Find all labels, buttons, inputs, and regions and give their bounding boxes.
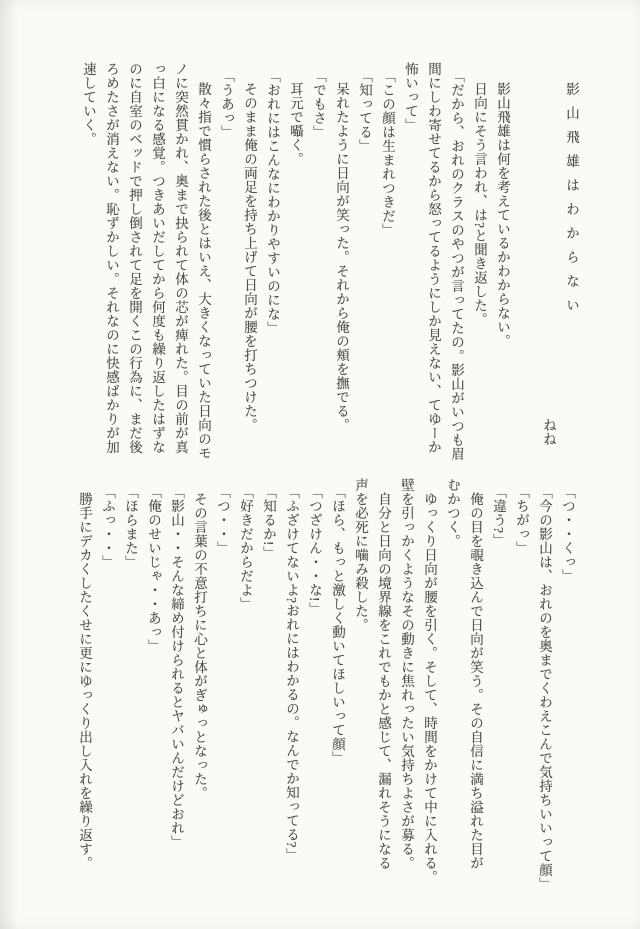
text-column: 「おれにはこんなにわかりやすいのにな」 — [265, 69, 280, 335]
text-column: 勝手にデカくしたくせに更にゆっくり出し入れを繰り返す。 — [77, 492, 92, 870]
text-column: 耳元で囁く。 — [288, 82, 303, 166]
text-column: っ白になる感覚。つきあいだしてから何度も繰り返したはずな — [150, 62, 165, 454]
text-column: 自分と日向の境界線をこれでもかと感じて、漏れそうになる — [376, 492, 391, 870]
blank-column — [514, 62, 537, 462]
text-column: 「影山・・そんな締め付けられるとヤバいんだけどおれ」 — [169, 485, 184, 849]
text-column: ノに突然貫かれ、奥まで抉られて体の芯が痺れた。目の前が真 — [173, 62, 188, 454]
text-column: 散々指で慣らされた後とはいえ、大きくなっていた日向のモ — [196, 82, 211, 460]
text-column: 「ほら、もっと激しく動いてほしいって顔」 — [330, 485, 345, 765]
text-column: ゆっくり日向が腰を引く。そして、時間をかけて中に入れる。 — [422, 492, 437, 884]
text-column: 影山飛雄は何を考えているかわからない。 — [495, 82, 510, 348]
text-column: 「ほらまた」 — [123, 485, 138, 569]
text-column: 「俺のせいじゃ・・あっ」 — [146, 485, 161, 653]
text-column: 「ふざけてないよ?おれにはわかるの。なんでか知ってる?」 — [284, 485, 299, 862]
text-column: 「つ・・くっ」 — [560, 485, 575, 583]
text-column: 俺の目を覗き込んで日向が笑う。その自信に満ち溢れた目が — [468, 492, 483, 870]
text-column: 日向にそう言われ、は?と聞き返した。 — [472, 82, 487, 327]
text-column: そのまま俺の両足を持ち上げて日向が腰を打ちつけた。 — [242, 82, 257, 432]
page-title: 影山飛雄はわからない — [564, 82, 579, 322]
text-column: その言葉の不意打ちに心と体がぎゅっとなった。 — [192, 492, 207, 800]
text-tier-bottom — [73, 478, 579, 891]
text-column: 「でもさ」 — [311, 69, 326, 139]
text-column: 「だから、おれのクラスのやつが言ってたの。影山がいつも眉 — [449, 69, 464, 461]
text-column: 「この顔は生まれつきだ」 — [380, 69, 395, 237]
text-column: 「つざけん・・な!」 — [307, 485, 322, 616]
text-column: のに自室のベッドで押し倒されて足を開くこの行為に、まだ後 — [127, 62, 142, 454]
text-column: 壁を引っかくようなその動きに焦れったい気持ちよさが募る。 — [399, 478, 414, 870]
text-column: 「知ってる」 — [357, 69, 372, 153]
text-column: 声を必死に噛み殺した。 — [353, 478, 368, 632]
text-column: 「違う?」 — [491, 485, 506, 548]
text-column: むかつく。 — [445, 478, 460, 548]
text-column: 間にしわ寄せてるから怒ってるようにしか見えない、てゆーか — [426, 62, 441, 454]
text-column: 怖いって」 — [403, 62, 418, 132]
interjection-line: ねね — [541, 418, 556, 446]
text-column: 速していく。 — [81, 62, 96, 146]
text-column: 「つ・・」 — [215, 485, 230, 555]
text-tier-top — [77, 62, 583, 462]
text-column: ろめたさが消えない。恥ずかしい。それなのに快感ばかりが加 — [104, 62, 119, 454]
text-column: 呆れたように日向が笑った。それから俺の頬を撫でる。 — [334, 82, 349, 432]
text-column: 「うあっ」 — [219, 69, 234, 139]
text-column: 「好きだからだよ」 — [238, 485, 253, 611]
text-column: 「ふっ・・」 — [100, 485, 115, 569]
text-column: 「知るか!」 — [261, 485, 276, 560]
text-column: 「今の影山は、おれのを奥までくわえこんで気持ちいいって顔」 — [537, 485, 552, 891]
text-column: 「ちがっ」 — [514, 485, 529, 555]
